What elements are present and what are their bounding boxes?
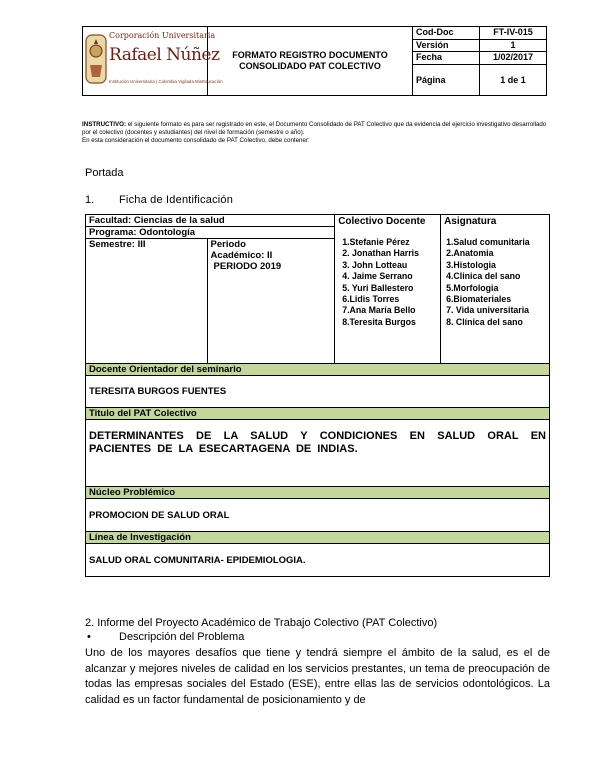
title-line1: FORMATO REGISTRO DOCUMENTO [232, 50, 388, 60]
docente-orientador-label: Docente Orientador del seminario [86, 364, 550, 376]
document-header [82, 26, 547, 96]
logo-cell [83, 27, 223, 96]
logo-line1: Corporación Universitaria [109, 31, 216, 40]
linea-value: SALUD ORAL COMUNITARIA- EPIDEMIOLOGIA. [86, 544, 550, 577]
linea-label: Línea de Investigación [86, 532, 550, 544]
instructions [82, 121, 550, 145]
bullet-text: Descripción del Problema [119, 631, 245, 643]
facultad-cell: Facultad: Ciencias de la salud [86, 215, 335, 227]
identification-table [85, 214, 550, 577]
list-item: 8. Clínica del sano [446, 316, 523, 327]
list-item: 3. John Lotteau [342, 259, 408, 270]
docentes-list [338, 237, 437, 328]
instructions-text2: En esta consideración el documento consolidado de PAT Colectivo, debe contener: [82, 137, 310, 144]
programa-cell: Programa: Odontología [86, 227, 335, 239]
meta-value: 1 [480, 39, 547, 52]
title-line2: CONSOLIDADO PAT COLECTIVO [239, 61, 381, 71]
list-item: 1.Stefanie Pérez [342, 237, 410, 247]
section2-title: 2. Informe del Proyecto Académico de Trabajo Colectivo (PAT Colectivo) [85, 617, 438, 629]
titulo-label: Titulo del PAT Colectivo [86, 408, 550, 420]
logo-line2: Rafael Núñez [109, 45, 220, 65]
titulo-value: DETERMINANTES DE LA SALUD Y CONDICIONES EN SALUD ORAL EN PACIENTES DE LA ESECARTAGENA DE INDIAS. [86, 420, 550, 487]
list-item: 8.Teresita Burgos [342, 316, 416, 327]
meta-value: 1/02/2017 [480, 52, 547, 65]
seal-icon [85, 31, 107, 87]
list-item: 6.Biomateriales [446, 294, 512, 305]
instructions-text: el siguiente formato es para ser registrado en este, el Documento Consolidado de PAT Colectivo que da evidencia del ejercicio investigativo desarrollado por el colectivo (docentes y estudiantes) del nivel de formación (semestre o año). [82, 121, 547, 136]
asignaturas-list [444, 237, 546, 328]
colectivo-header: Colectivo Docente [338, 216, 426, 227]
list-item: 5.Morfologia [446, 282, 499, 293]
meta-value: 1 de 1 [480, 65, 547, 96]
meta-key: Versión [413, 39, 480, 52]
list-item: 3.Histologia [446, 259, 496, 270]
asignatura-header: Asignatura [444, 216, 497, 227]
periodo-label: Periodo Académico: II [210, 239, 273, 261]
section1-title: Ficha de Identificación [119, 194, 234, 206]
instructions-label: INSTRUCTIVO: [82, 121, 126, 128]
nucleo-label: Núcleo Problémico [86, 487, 550, 499]
semestre-cell: Semestre: III [86, 239, 208, 364]
periodo-value: PERIODO 2019 [213, 261, 282, 272]
list-item: 4.Clinica del sano [446, 271, 521, 282]
list-item: 7. Vida universitaria [446, 305, 530, 316]
list-item: 6.Lidis Torres [342, 294, 400, 305]
meta-key: Cod-Doc [413, 27, 480, 40]
list-item: 4. Jaime Serrano [342, 271, 413, 282]
problem-paragraph: Uno de los mayores desafíos que tiene y tendrá siempre el ámbito de la salud, es el de alcanzar y mejores niveles de calidad en los servicios prestantes, un tema de preocupación de todas las empresas sociales del Estado (ESE), entre ellas las de servicios odontológicos. La calidad es un factor fundamental de posicionamiento y de [85, 647, 550, 706]
section1-number: 1. [85, 194, 95, 206]
document-title [208, 27, 413, 96]
list-item: 7.Ana María Bello [342, 305, 416, 316]
asignatura-cell [441, 215, 550, 364]
periodo-cell [207, 239, 335, 364]
university-logo [85, 29, 223, 91]
list-item: 5. Yuri Ballestero [342, 282, 414, 293]
portada-heading: Portada [85, 167, 124, 179]
list-item: 2.Anatomia [446, 248, 494, 259]
meta-key: Fecha [413, 52, 480, 65]
nucleo-value: PROMOCION DE SALUD ORAL [86, 499, 550, 532]
list-item: 1.Salud comunitaria [446, 237, 530, 247]
logo-line3: Institución Universitaria | Colombia Vigilada MinEducación [109, 79, 223, 84]
bullet-icon: • [87, 631, 91, 643]
meta-value: FT-IV-015 [480, 27, 547, 40]
colectivo-cell [335, 215, 441, 364]
meta-key: Página [413, 65, 480, 96]
docente-orientador-value: TERESITA BURGOS FUENTES [86, 376, 550, 408]
list-item: 2. Jonathan Harris [342, 248, 419, 259]
